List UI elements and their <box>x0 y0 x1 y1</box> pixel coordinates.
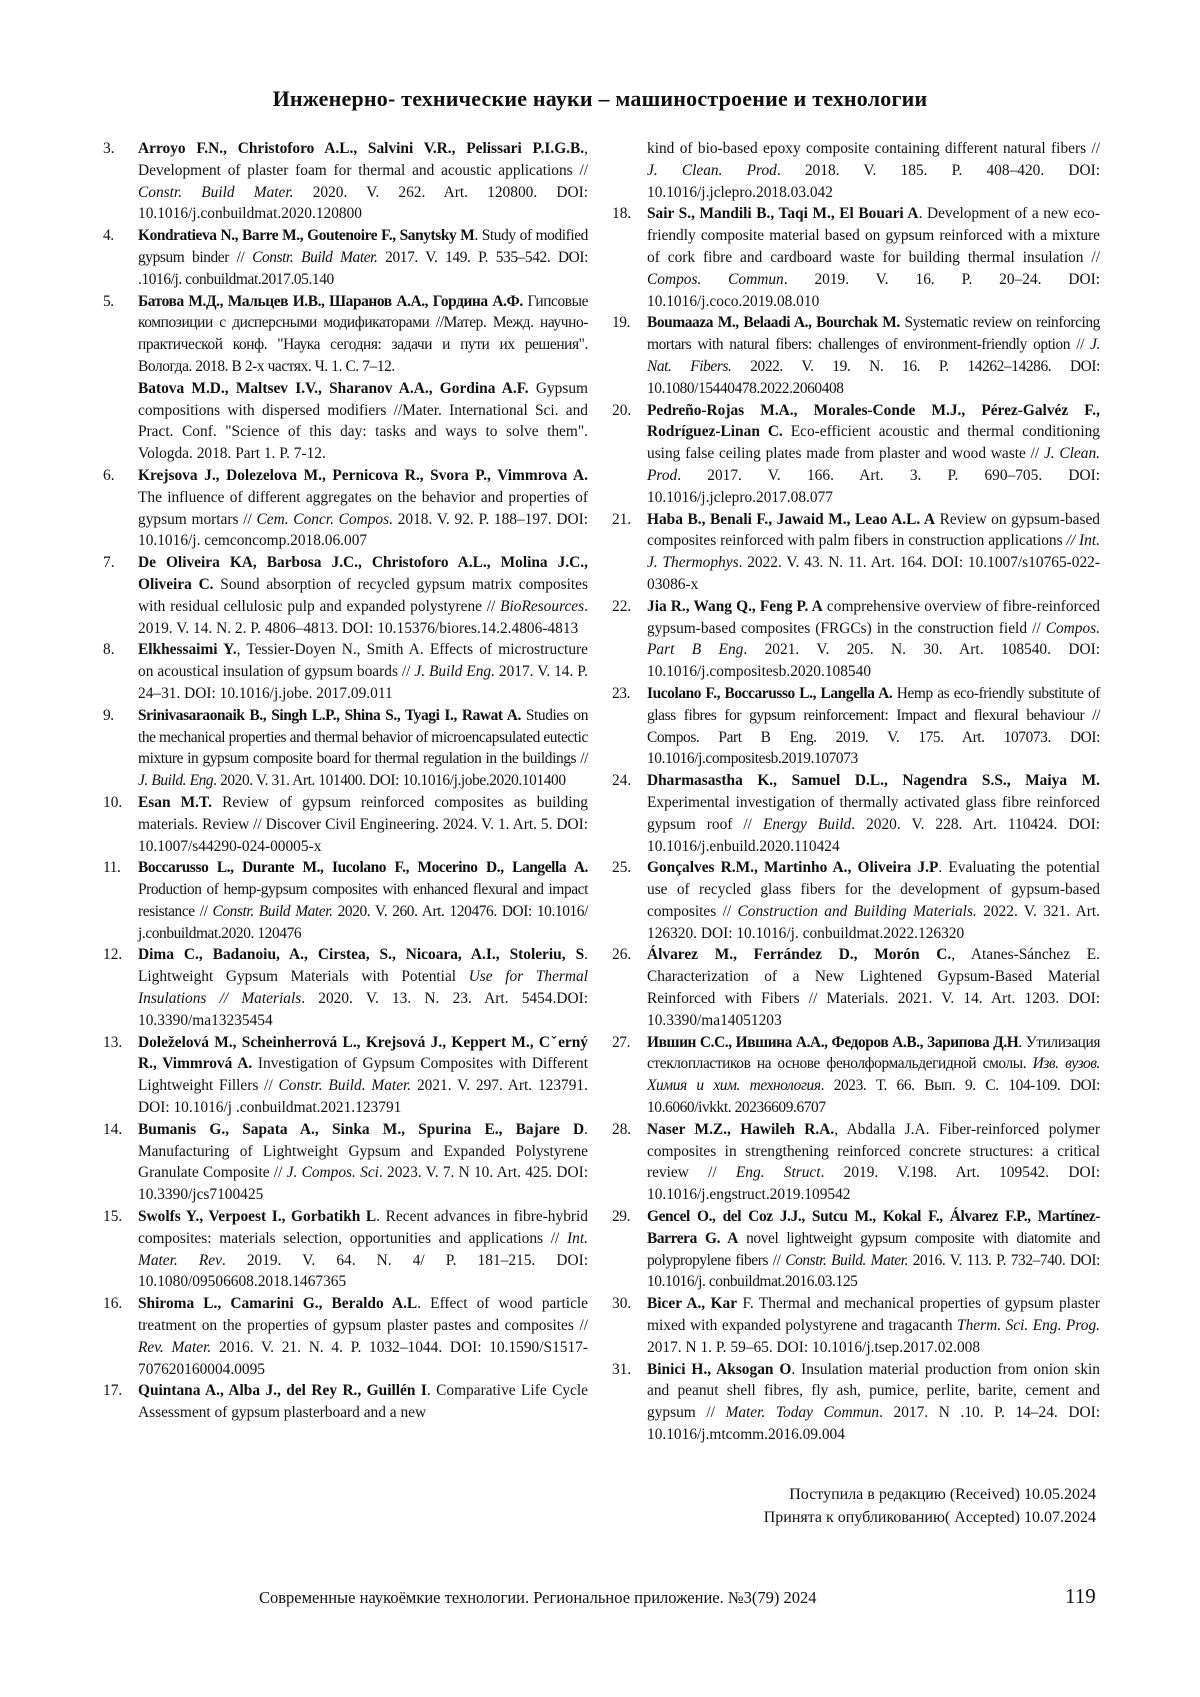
reference-14: 14. Bumanis G., Sapata A., Sinka M., Spurina E., Bajare D. Manufacturing of Lightweight Gypsum and Expanded Polystyrene Granulate Composite // J. Compos. Sci. 2023. V. 7. N 10. Art. 425. DOI: 10.3390/jcs7100425 <box>103 1120 588 1204</box>
reference-journal: J. Build. Eng <box>138 772 214 790</box>
reference-8: 8. Elkhessaimi Y., Tessier-Doyen N., Smith A. Effects of microstructure on acoustical insulation of gypsum boards // J. Build Eng. 2017. V. 14. P. 24–31. DOI: 10.1016/j.jobe. 2017.09.011 <box>103 641 588 702</box>
reference-authors: Dharmasastha K., Samuel D.L., Nagendra S.S., Maiya M. <box>647 772 1100 790</box>
reference-22: 22. Jia R., Wang Q., Feng P. A comprehensive overview of fibre-reinforced gypsum-based composites (FRGCs) in the construction field // Compos. Part B Eng. 2021. V. 205. N. 30. Art. 108540. DOI: 10.1016/j.compositesb.2020.108540 <box>612 597 1100 681</box>
reference-12: 12. Dima C., Badanoiu, A., Cirstea, S., Nicoara, A.I., Stoleriu, S. Lightweight Gypsum Materials with Potential Use for Thermal Insulations // Materials. 2020. V. 13. N. 23. Art. 5454.DOI: 10.3390/ma13235454 <box>103 946 588 1029</box>
reference-16: 16. Shiroma L., Camarini G., Beraldo A.L. Effect of wood particle treatment on the properties of gypsum plaster pastes and composites // Rev. Mater. 2016. V. 21. N. 4. P. 1032–1044. DOI: 10.1590/S1517-707620160004.0095 <box>103 1295 589 1378</box>
reference-number: 22. <box>612 597 632 615</box>
reference-authors: Pedreño-Rojas M.A., Morales-Conde M.J., Pérez-Galvéz F., Rodríguez-Linan C. <box>647 401 1100 441</box>
reference-number: 30. <box>612 1295 632 1313</box>
reference-authors: Boumaaza M., Belaadi A., Bourchak M. <box>647 314 900 332</box>
reference-authors: Boccarusso L., Durante M., Iucolano F., Mocerino D., Langella A. <box>138 859 588 877</box>
reference-authors: De Oliveira KA, Barbosa J.C., Christoforo A.L., Molina J.C., Oliveira C. <box>138 554 588 593</box>
reference-authors: Doleželová M., Scheinherrová L., Krejsová J., Keppert M., Cˇerný R., Vimmrová A. <box>138 1033 588 1073</box>
reference-number: 11. <box>103 859 121 877</box>
reference-number: 23. <box>612 684 631 702</box>
reference-authors: Álvarez M., Ferrández D., Morón C. <box>647 946 952 964</box>
reference-number: 3. <box>103 140 115 157</box>
reference-number: 14. <box>103 1120 123 1138</box>
reference-20: 20. Pedreño-Rojas M.A., Morales-Conde M.J., Pérez-Galvéz F., Rodríguez-Linan C. Eco-efficient acoustic and thermal conditioning using false ceiling plates made from plaster and wood waste // J. Clean. Prod. 2017. V. 166. Art. 3. P. 690–705. DOI: 10.1016/j.jclepro.2017.08.077 <box>612 401 1100 506</box>
reference-number: 12. <box>103 946 123 964</box>
reference-26: 26. Álvarez M., Ferrández D., Morón C., Atanes-Sánchez E. Characterization of a New Lightened Gypsum-Based Material Reinforced with Fibers // Materials. 2021. V. 14. Art. 1203. DOI: 10.3390/ma14051203 <box>612 946 1100 1029</box>
reference-journal: Use for Thermal Insulations // Materials <box>138 968 588 1008</box>
submission-dates <box>764 1483 1096 1529</box>
reference-number: 13. <box>103 1033 123 1051</box>
reference-authors: Iucolano F., Boccarusso L., Langella A. <box>647 684 893 702</box>
reference-authors: Haba B., Benali F., Jawaid M., Leao A.L. A <box>647 510 936 528</box>
references-column-left <box>103 138 588 1424</box>
reference-authors: Elkhessaimi Y. <box>138 641 237 659</box>
reference-9: 9. Srinivasaraonaik B., Singh L.P., Shina S., Tyagi I., Rawat A. Studies on the mechanical properties and thermal behavior of microencapsulated eutectic mixture in gypsum composite board for thermal regulation in the buildings // J. Build. Eng. 2020. V. 31. Art. 101400. DOI: 10.1016/j.jobe.2020.101400 <box>103 706 588 790</box>
reference-number: 8. <box>103 641 115 659</box>
reference-number: 15. <box>103 1208 123 1226</box>
reference-authors: Srinivasaraonaik B., Singh L.P., Shina S., Tyagi I., Rawat A. <box>138 706 521 724</box>
references-column-right <box>612 138 1100 1446</box>
reference-number: 29. <box>612 1208 631 1226</box>
reference-journal: Constr. Build Mater. <box>252 248 378 266</box>
reference-17-continued: kind of bio-based epoxy composite containing different natural fibers // J. Clean. Prod. 2018. V. 185. P. 408–420. DOI: 10.1016/j.jclepro.2018.03.042 <box>647 140 1100 201</box>
page-header: Инженерно- технические науки – машиностроение и технологии <box>272 86 928 111</box>
reference-31: 31. Binici H., Aksogan O. Insulation material production from onion skin and peanut shell fibres, fly ash, pumice, perlite, barite, cement and gypsum // Mater. Today Commun. 2017. N .10. P. 14–24. DOI: 10.1016/j.mtcomm.2016.09.004 <box>612 1360 1101 1444</box>
reference-journal: Constr. Build Mater. <box>212 902 333 920</box>
reference-journal: Compos. Part B Eng <box>647 619 1100 659</box>
reference-journal: Eng. Struct <box>735 1164 821 1182</box>
reference-journal: Rev. Mater. <box>138 1338 212 1356</box>
reference-authors: Binici H., Aksogan O <box>647 1360 792 1378</box>
reference-journal: Изв. вузов. Химия и хим. технология <box>647 1055 1101 1095</box>
reference-25: 25. Gonçalves R.M., Martinho A., Oliveira J.P. Evaluating the potential use of recycled glass fibers for the development of gypsum-based composites // Construction and Building Materials. 2022. V. 321. Art. 126320. DOI: 10.1016/j. conbuildmat.2022.126320 <box>612 859 1101 942</box>
reference-11: 11. Boccarusso L., Durante M., Iucolano F., Mocerino D., Langella A. Production of hemp-gypsum composites with enhanced flexural and impact resistance // Constr. Build Mater. 2020. V. 260. Art. 120476. DOI: 10.1016/ j.conbuildmat.2020. 120476 <box>103 859 588 942</box>
reference-5-translation: Batova M.D., Maltsev I.V., Sharanov A.A., Gordina A.F. Gypsum compositions with dispersed modifiers //Mater. International Sci. and Pract. Conf. "Science of this day: tasks and ways to solve them". Vologda. 2018. Part 1. P. 7-12. <box>138 379 588 463</box>
reference-3: 3. Arroyo F.N., Christoforo A.L., Salvini V.R., Pelissari P.I.G.B., Development of plaster foam for thermal and acoustic applications // Constr. Build Mater. 2020. V. 262. Art. 120800. DOI: 10.1016/j.conbuildmat.2020.120800 <box>103 140 588 223</box>
reference-28: 28. Naser M.Z., Hawileh R.A., Abdalla J.A. Fiber-reinforced polymer composites in strengthening reinforced concrete structures: a critical review // Eng. Struct. 2019. V.198. Art. 109542. DOI: 10.1016/j.engstruct.2019.109542 <box>612 1120 1100 1204</box>
reference-journal: Int. Mater. Rev <box>138 1229 588 1269</box>
reference-journal: BioResources <box>500 597 585 615</box>
reference-authors: Shiroma L., Camarini G., Beraldo A.L <box>138 1295 418 1313</box>
reference-journal: Constr. Build. Mater. <box>785 1251 909 1269</box>
received-date: Поступила в редакцию (Received) 10.05.2024 <box>789 1486 1096 1503</box>
reference-number: 26. <box>612 946 632 964</box>
reference-authors: Arroyo F.N., Christoforo A.L., Salvini V.R., Pelissari P.I.G.B. <box>138 140 585 157</box>
reference-number: 27. <box>612 1033 631 1051</box>
reference-authors: Quintana A., Alba J., del Rey R., Guillén I <box>138 1382 427 1400</box>
reference-number: 31. <box>612 1360 632 1378</box>
reference-journal: Construction and Building Materials. <box>737 902 977 920</box>
reference-30: 30. Bicer A., Kar F. Thermal and mechanical properties of gypsum plaster mixed with expanded polystyrene and tragacanth Therm. Sci. Eng. Prog. 2017. N 1. P. 59–65. DOI: 10.1016/j.tsep.2017.02.008 <box>612 1295 1100 1356</box>
reference-authors: Sair S., Mandili B., Taqi M., El Bouari A <box>647 205 919 223</box>
reference-journal: J. Nat. Fibers. <box>647 336 1100 375</box>
reference-authors: Naser M.Z., Hawileh R.A. <box>647 1120 835 1138</box>
reference-number: 5. <box>103 292 114 310</box>
reference-authors: Swolfs Y., Verpoest I., Gorbatikh L <box>138 1208 377 1226</box>
reference-number: 28. <box>612 1120 632 1138</box>
reference-17: 17. Quintana A., Alba J., del Rey R., Guillén I. Comparative Life Cycle Assessment of gypsum plasterboard and a new <box>103 1382 588 1422</box>
reference-authors: Batova M.D., Maltsev I.V., Sharanov A.A., Gordina A.F. <box>138 379 529 397</box>
reference-29: 29. Gencel O., del Coz J.J., Sutcu M., Kokal F., Álvarez F.P., Martínez-Barrera G. A novel lightweight gypsum composite with diatomite and polypropylene fibers // Constr. Build. Mater. 2016. V. 113. P. 732–740. DOI: 10.1016/j. conbuildmat.2016.03.125 <box>612 1208 1100 1291</box>
reference-journal: Mater. Today Commun <box>725 1404 880 1422</box>
reference-23: 23. Iucolano F., Boccarusso L., Langella A. Hemp as eco-friendly substitute of glass fibres for gypsum reinforcement: Impact and flexural behaviour // Compos. Part B Eng. 2019. V. 175. Art. 107073. DOI: 10.1016/j.compositesb.2019.107073 <box>612 684 1100 768</box>
reference-number: 24. <box>612 772 632 790</box>
reference-journal: Cem. Concr. Compos. <box>256 510 393 528</box>
reference-4: 4. Kondratieva N., Barre M., Goutenoire F., Sanytsky M. Study of modified gypsum binder // Constr. Build Mater. 2017. V. 149. P. 535–542. DOI: .1016/j. conbuildmat.2017.05.140 <box>103 227 588 288</box>
reference-authors: Gencel O., del Coz J.J., Sutcu M., Kokal F., Álvarez F.P., Martínez-Barrera G. A <box>647 1208 1100 1247</box>
reference-7: 7. De Oliveira KA, Barbosa J.C., Christoforo A.L., Molina J.C., Oliveira C. Sound absorption of recycled gypsum matrix composites with residual cellulosic pulp and expanded polystyrene // BioResources. 2019. V. 14. N. 2. P. 4806–4813. DOI: 10.15376/biores.14.2.4806-4813 <box>103 554 588 637</box>
reference-24: 24. Dharmasastha K., Samuel D.L., Nagendra S.S., Maiya M. Experimental investigation of thermally activated glass fibre reinforced gypsum roof // Energy Build. 2020. V. 228. Art. 110424. DOI: 10.1016/j.enbuild.2020.110424 <box>612 772 1100 855</box>
reference-journal: Energy Build <box>762 815 852 833</box>
reference-18: 18. Sair S., Mandili B., Taqi M., El Bouari A. Development of a new eco-friendly composite material based on gypsum reinforced with a mixture of cork fibre and cardboard waste for building thermal insulation // Compos. Commun. 2019. V. 16. P. 20–24. DOI: 10.1016/j.coco.2019.08.010 <box>612 205 1100 310</box>
reference-authors: Ившин С.С., Ившина А.А., Федоров А.В., Зарипова Д.Н <box>647 1033 1019 1051</box>
reference-journal: Constr. Build Mater. <box>138 183 294 201</box>
reference-5: 5. Батова М.Д., Мальцев И.В., Шаранов А.А., Гордина А.Ф. Гипсовые композиции с дисперсными модификаторами //Матер. Межд. научно-практической конф. "Наука сегодня: задачи и пути их решения". Вологда. 2018. В 2-х частях. Ч. 1. С. 7–12. <box>103 292 589 375</box>
reference-authors: Батова М.Д., Мальцев И.В., Шаранов А.А., Гордина А.Ф. <box>138 292 523 310</box>
reference-journal: J. Clean. Prod <box>647 445 1100 484</box>
reference-19: 19. Boumaaza M., Belaadi A., Bourchak M. Systematic review on reinforcing mortars with natural fibers: challenges of environment-friendly option // J. Nat. Fibers. 2022. V. 19. N. 16. P. 14262–14286. DOI: 10.1080/15440478.2022.2060408 <box>612 314 1100 397</box>
reference-journal: J. Compos. Sci <box>286 1164 379 1182</box>
reference-number: 4. <box>103 227 114 245</box>
reference-authors: Jia R., Wang Q., Feng P. A <box>647 597 823 615</box>
reference-journal: // Int. J. Thermophys <box>647 532 1100 572</box>
reference-13: 13. Doleželová M., Scheinherrová L., Krejsová J., Keppert M., Cˇerný R., Vimmrová A. Investigation of Gypsum Composites with Different Lightweight Fillers // Constr. Build. Mater. 2021. V. 297. Art. 123791. DOI: 10.1016/j .conbuildmat.2021.123791 <box>103 1033 588 1117</box>
reference-number: 18. <box>612 205 632 223</box>
reference-number: 20. <box>612 401 632 419</box>
reference-number: 9. <box>103 706 114 724</box>
reference-journal: J. Build Eng. <box>414 663 495 681</box>
reference-number: 7. <box>103 554 115 572</box>
reference-number: 6. <box>103 466 115 484</box>
footer-journal-title: Современные наукоёмкие технологии. Региональное приложение. №3(79) 2024 <box>259 1588 817 1607</box>
reference-number: 10. <box>103 793 123 811</box>
reference-10: 10. Esan M.T. Review of gypsum reinforced composites as building materials. Review // Discover Civil Engineering. 2024. V. 1. Art. 5. DOI: 10.1007/s44290-024-00005-x <box>103 793 589 855</box>
reference-journal: Compos. Commun <box>647 270 784 288</box>
reference-authors: Bicer A., Kar <box>647 1295 738 1313</box>
page-number: 119 <box>1065 1584 1096 1608</box>
reference-journal: J. Clean. Prod <box>647 161 777 179</box>
reference-number: 16. <box>103 1295 123 1313</box>
reference-authors: Kondratieva N., Barre M., Goutenoire F., Sanytsky M <box>138 227 475 245</box>
reference-number: 19. <box>612 314 631 332</box>
reference-15: 15. Swolfs Y., Verpoest I., Gorbatikh L. Recent advances in fibre-hybrid composites: materials selection, opportunities and applications // Int. Mater. Rev. 2019. V. 64. N. 4/ P. 181–215. DOI: 10.1080/09506608.2018.1467365 <box>103 1208 588 1291</box>
reference-number: 21. <box>612 510 632 528</box>
reference-authors: Dima C., Badanoiu, A., Cirstea, S., Nicoara, A.I., Stoleriu, S <box>138 946 585 964</box>
reference-number: 17. <box>103 1382 123 1400</box>
reference-authors: Gonçalves R.M., Martinho A., Oliveira J.P <box>647 859 939 877</box>
accepted-date: Принята к опубликованию( Accepted) 10.07.2024 <box>763 1509 1096 1526</box>
reference-21: 21. Haba B., Benali F., Jawaid M., Leao A.L. A Review on gypsum-based composites reinforced with palm fibers in construction applications // Int. J. Thermophys. 2022. V. 43. N. 11. Art. 164. DOI: 10.1007/s10765-022-03086-x <box>612 510 1100 593</box>
reference-6: 6. Krejsova J., Dolezelova M., Pernicova R., Svora P., Vimmrova A. The influence of different aggregates on the behavior and properties of gypsum mortars // Cem. Concr. Compos. 2018. V. 92. P. 188–197. DOI: 10.1016/j. cemconcomp.2018.06.007 <box>103 466 588 550</box>
reference-authors: Krejsova J., Dolezelova M., Pernicova R., Svora P., Vimmrova A. <box>138 466 588 484</box>
reference-journal: Constr. Build. Mater. <box>278 1077 412 1095</box>
reference-number: 25. <box>612 859 632 877</box>
reference-authors: Bumanis G., Sapata A., Sinka M., Spurina E., Bajare D <box>138 1120 585 1138</box>
reference-27: 27. Ившин С.С., Ившина А.А., Федоров А.В., Зарипова Д.Н. Утилизация стеклопластиков на основе фенолформальдегидной смолы. Изв. вузов. Химия и хим. технология. 2023. Т. 66. Вып. 9. С. 104-109. DOI: 10.6060/ivkkt. 20236609.6707 <box>612 1033 1101 1117</box>
reference-journal: Therm. Sci. Eng. Prog. <box>957 1317 1100 1335</box>
reference-authors: Esan M.T. <box>138 793 212 811</box>
